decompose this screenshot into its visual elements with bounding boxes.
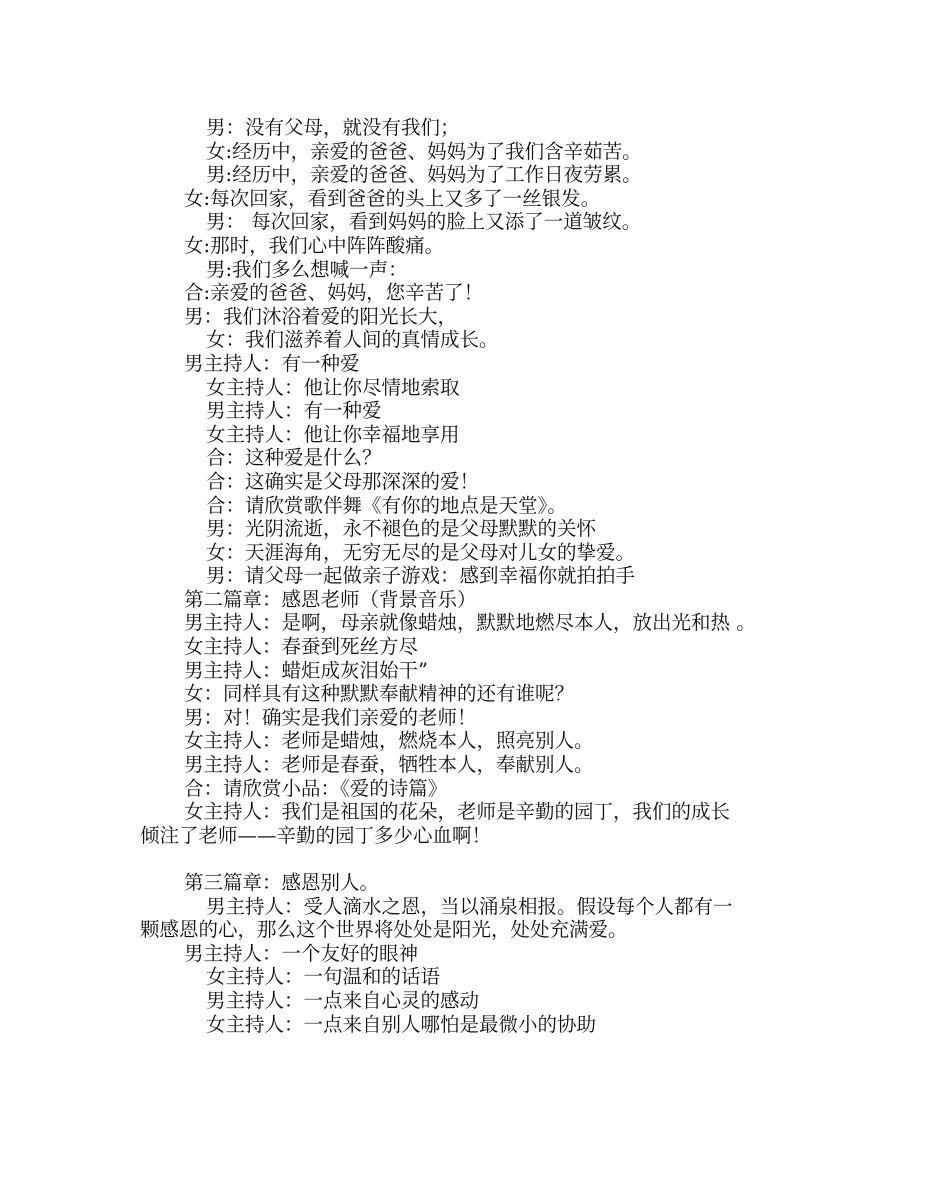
text-line: 男主持人：受人滴水之恩，当以涌泉相报。假设每个人都有一 — [206, 894, 733, 918]
text-line: 女主持人：一句温和的话语 — [206, 965, 441, 989]
text-line: 颗感恩的心，那么这个世界将处处是阳光，处处充满爱。 — [140, 918, 628, 942]
text-line: 男主持人：一点来自心灵的感动 — [206, 988, 480, 1012]
text-line: 合：请欣赏小品：《爱的诗篇》 — [184, 776, 448, 800]
text-line: 女主持人：春蚕到死丝方尽 — [184, 635, 419, 659]
text-line: 第三篇章：感恩别人。 — [184, 871, 380, 894]
text-line: 男:经历中，亲爱的爸爸、妈妈为了工作日夜劳累。 — [206, 163, 642, 187]
text-line: 男主持人：有一种爱 — [206, 399, 382, 423]
text-line: 女主持人：我们是祖国的花朵，老师是辛勤的园丁，我们的成长 — [184, 800, 731, 824]
text-line: 男主持人：是啊，母亲就像蜡烛，默默地燃尽本人，放出光和热 。 — [184, 611, 756, 635]
text-line: 女:每次回家，看到爸爸的头上又多了一丝银发。 — [184, 186, 601, 210]
text-line: 合：这确实是父母那深深的爱！ — [206, 469, 480, 493]
blank-line — [0, 847, 950, 871]
text-line: 第二篇章：感恩老师（背景音乐） — [184, 587, 477, 611]
document-body — [0, 116, 950, 1036]
text-line: 女:那时，我们心中阵阵酸痛。 — [184, 233, 445, 257]
text-line: 合:亲爱的爸爸、妈妈，您辛苦了！ — [184, 281, 484, 305]
text-line: 女主持人：一点来自别人哪怕是最微小的协助 — [206, 1012, 597, 1036]
text-line: 男主持人：一个友好的眼神 — [184, 941, 419, 965]
text-line: 女：我们滋养着人间的真情成长。 — [206, 328, 499, 352]
text-line: 男主持人：老师是春蚕，牺牲本人，奉献别人。 — [184, 753, 594, 777]
text-line: 男：我们沐浴着爱的阳光长大， — [184, 304, 458, 328]
text-line: 男：光阴流逝，永不褪色的是父母默默的关怀 — [206, 517, 597, 541]
text-line: 男： 每次回家，看到妈妈的脸上又添了一道皱纹。 — [206, 210, 642, 234]
text-line: 男：没有父母，就没有我们； — [206, 116, 460, 139]
text-line: 合：请欣赏歌伴舞《有你的地点是天堂》。 — [206, 493, 567, 517]
text-line: 男主持人：蜡炬成灰泪始干” — [184, 658, 428, 682]
text-line: 倾注了老师——辛勤的园丁多少心血啊！ — [140, 823, 492, 847]
text-line: 女主持人：他让你尽情地索取 — [206, 375, 460, 399]
text-line: 女：天涯海角，无穷无尽的是父母对儿女的挚爱。 — [206, 540, 636, 564]
text-line: 女主持人：老师是蜡烛，燃烧本人，照亮别人。 — [184, 729, 594, 753]
text-line: 女:经历中，亲爱的爸爸、妈妈为了我们含辛茹苦。 — [206, 139, 642, 163]
text-line: 女：同样具有这种默默奉献精神的还有谁呢？ — [184, 682, 575, 706]
text-line: 男主持人：有一种爱 — [184, 351, 360, 375]
text-line: 男：请父母一起做亲子游戏：感到幸福你就拍拍手 — [206, 564, 636, 588]
text-line: 女主持人：他让你幸福地享用 — [206, 422, 460, 446]
text-line: 合：这种爱是什么？ — [206, 446, 382, 470]
text-line: 男：对！确实是我们亲爱的老师！ — [184, 705, 477, 729]
text-line: 男:我们多么想喊一声： — [206, 257, 408, 281]
